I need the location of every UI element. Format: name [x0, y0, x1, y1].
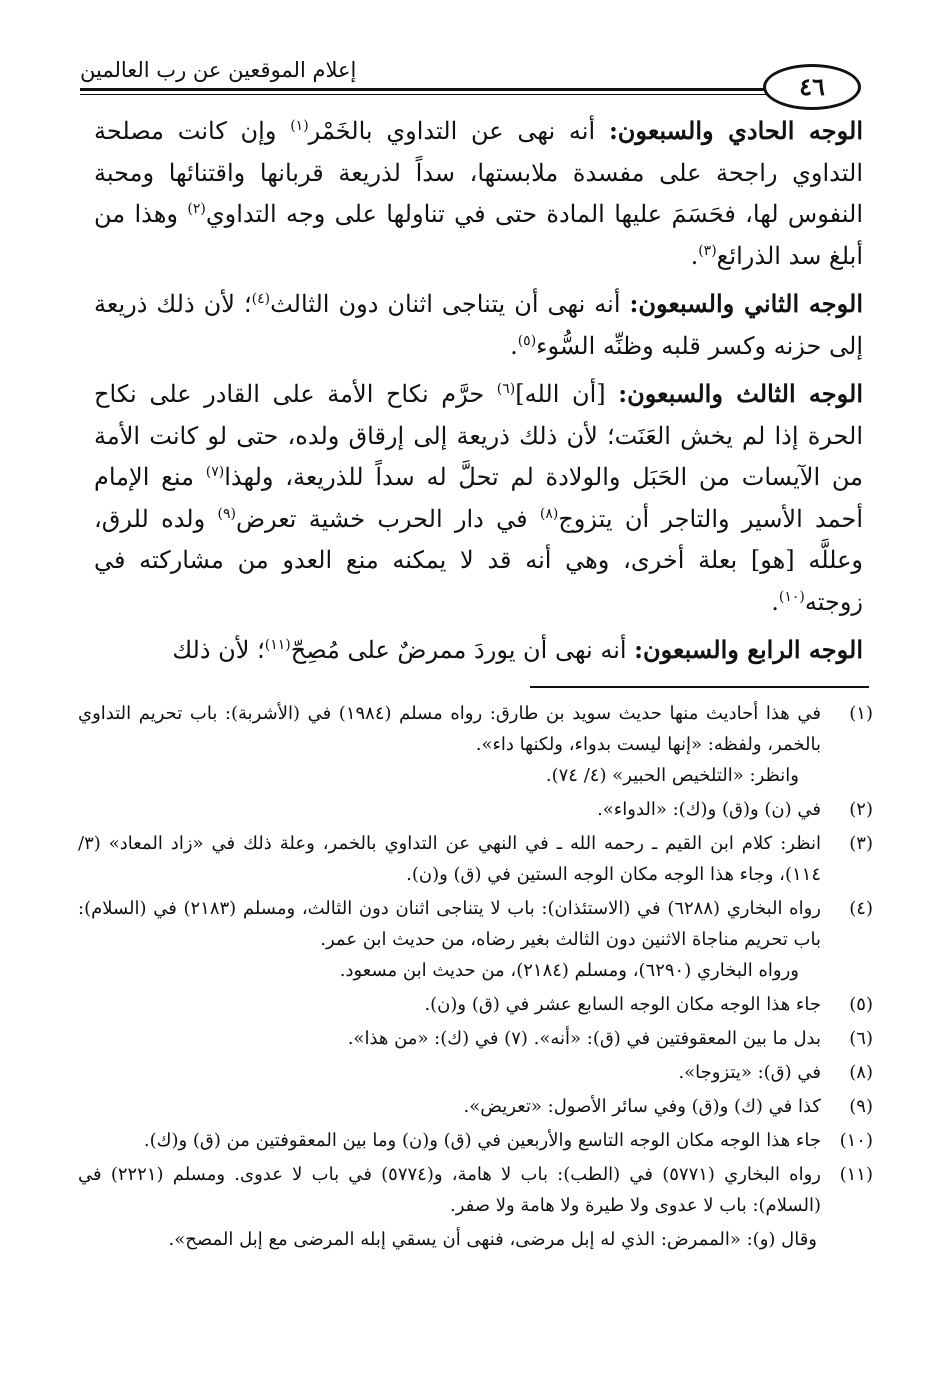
footnote-ref: (٣)	[698, 242, 717, 259]
footnote-number: (٥)	[849, 994, 873, 1015]
footnote-text: في (ق): «يتزوجا».	[678, 1062, 821, 1083]
footnote-ref: (١)	[290, 118, 309, 134]
footnote-number: (١٠)	[839, 1130, 873, 1151]
footnote-ref: (٩)	[217, 505, 236, 522]
footnote	[78, 893, 873, 986]
footnote	[78, 698, 873, 791]
paragraph-text: ؛ لأن ذلك ذريعة إلى حزنه وكسر قلبه وظنِّه السُّوء	[94, 290, 863, 360]
paragraph-text: في دار الحرب خشية تعرض	[235, 504, 540, 533]
footnote-ref: (١١)	[264, 637, 291, 653]
paragraph-heading: الوجه الحادي والسبعون:	[608, 116, 863, 145]
footnote-ref: (٥)	[517, 332, 537, 349]
footnote-text: انظر: كلام ابن القيم ـ رحمه الله ـ في النهي عن التداوي بالخمر، وعلة ذلك في «زاد المعاد» (٣/ ١١٤)، وجاء هذا الوجه مكان الوجه الستين في (ق) و(ن).	[78, 833, 821, 885]
paragraph-heading: الوجه الثاني والسبعون:	[629, 289, 863, 318]
footnote-ref: (٨)	[539, 505, 559, 522]
footnotes	[78, 698, 873, 1258]
header-rule-thin	[80, 94, 841, 95]
footnote-ref: (٧)	[205, 464, 225, 480]
paragraph-text: أنه نهى أن يوردَ ممرضٌ على مُصِحّ	[290, 636, 635, 664]
footnote-ref: (٦)	[496, 381, 516, 397]
paragraph-text: حرَّم نكاح الأمة على القادر على نكاح الحرة إذا لم يخش العَنَت؛ لأن ذلك ذريعة إلى إرقاق ولده، حتى لو كانت الأمة من الآيسات من الحَبَل والولادة لم تحلَّ له سداً للذريعة، ولهذا	[94, 380, 863, 491]
footnote-subtext: ورواه البخاري (٦٢٩٠)، ومسلم (٢١٨٤)، من حديث ابن مسعود.	[339, 960, 799, 981]
footnote-text: رواه البخاري (٥٧٧١) في (الطب): باب لا هامة، و(٥٧٧٤) في باب لا عدوى. ومسلم (٢٢٢١) في (السلام): باب لا عدوى ولا طيرة ولا هامة ولا صفر.	[78, 1164, 821, 1216]
header-rule	[80, 88, 841, 91]
footnote-text: رواه البخاري (٦٢٨٨) في (الاستئذان): باب لا يتناجى اثنان دون الثالث، ومسلم (٢١٨٣) في (السلام): باب تحريم مناجاة الاثنين دون الثالث بغير رضاه، من حديث ابن عمر.	[78, 898, 821, 950]
footnote-separator	[530, 686, 869, 688]
paragraph-text: .	[510, 331, 518, 360]
paragraph-text: .	[771, 587, 779, 616]
footnote	[78, 989, 873, 1020]
footnote-text: في هذا أحاديث منها حديث سويد بن طارق: رواه مسلم (١٩٨٤) في (الأشربة): باب تحريم التداوي بالخمر، ولفظه: «إنها ليست بدواء، ولكنها داء».	[78, 703, 821, 755]
paragraph-text: وإن كانت مصلحة التداوي راجحة على مفسدة ملابستها، سداً لذريعة قربانها واقتنائها ومحبة النفوس لها، فحَسَمَ عليها المادة حتى في تناولها على وجه التداوي	[94, 117, 863, 228]
footnote-text: في (ن) و(ق) و(ك): «الدواء».	[597, 799, 821, 820]
paragraph-text: .	[690, 241, 699, 270]
footnote-ref: (٢)	[187, 201, 206, 217]
running-title: إعلام الموقعين عن رب العالمين	[80, 58, 357, 82]
footnote	[78, 1057, 873, 1088]
footnote-text: جاء هذا الوجه مكان الوجه السابع عشر في (ق) و(ن).	[424, 994, 821, 1015]
paragraph-text: أنه نهى عن التداوي بالخَمْر	[308, 117, 609, 145]
paragraph-text: ؛ لأن ذلك	[172, 636, 265, 664]
footnote	[78, 1125, 873, 1156]
page-number: ٤٦	[763, 64, 861, 110]
footnote-number: (٣)	[849, 833, 873, 854]
footnote-subtext: وانظر: «التلخيص الحبير» (٤/ ٧٤).	[545, 765, 799, 786]
footnote	[78, 1159, 873, 1255]
paragraph-74	[94, 629, 863, 672]
footnote	[78, 794, 873, 825]
paragraph-text: ولده للرق، وعللَّه [هو] بعلة أخرى، وهي أنه قد لا يمكنه منع العدو من مشاركته في زوجته	[94, 504, 863, 616]
paragraph-heading: الوجه الرابع والسبعون:	[634, 635, 863, 664]
footnote-subtext: وقال (و): «الممرض: الذي له إبل مرضى، فنهى أن يسقي إبله المرضى مع إبل المصح».	[168, 1229, 817, 1250]
footnote-text: بدل ما بين المعقوفتين في (ق): «أنه». (٧) في (ك): «من هذا».	[347, 1028, 821, 1049]
footnote-number: (١١)	[839, 1164, 873, 1185]
paragraph-heading: الوجه الثالث والسبعون:	[618, 379, 864, 408]
footnote-number: (٤)	[849, 898, 873, 919]
main-text	[94, 110, 863, 678]
paragraph-text: منع الإمام أحمد الأسير والتاجر أن يتزوج	[94, 463, 864, 533]
paragraph-text: [أن الله]	[515, 380, 619, 408]
footnote-ref: (١٠)	[778, 588, 805, 605]
footnote	[78, 1023, 873, 1054]
footnote-text: جاء هذا الوجه مكان الوجه التاسع والأربعين في (ق) و(ن) وما بين المعقوفتين من (ق) و(ك).	[143, 1130, 821, 1151]
paragraph-71	[94, 110, 863, 277]
footnote	[78, 1091, 873, 1122]
footnote-number: (٩)	[849, 1096, 873, 1117]
footnote-number: (١)	[849, 703, 873, 724]
footnote-number: (٦)	[849, 1028, 873, 1049]
footnote	[78, 828, 873, 890]
paragraph-text: وهذا من أبلغ سد الذرائع	[94, 200, 863, 270]
paragraph-72	[94, 283, 863, 367]
paragraph-text: أنه نهى أن يتناجى اثنان دون الثالث	[270, 290, 630, 318]
footnote-number: (٢)	[849, 799, 873, 820]
footnote-number: (٨)	[849, 1062, 873, 1083]
footnote-ref: (٤)	[251, 291, 271, 307]
footnote-text: كذا في (ك) و(ق) وفي سائر الأصول: «تعريض».	[463, 1096, 821, 1117]
paragraph-73	[94, 373, 863, 623]
